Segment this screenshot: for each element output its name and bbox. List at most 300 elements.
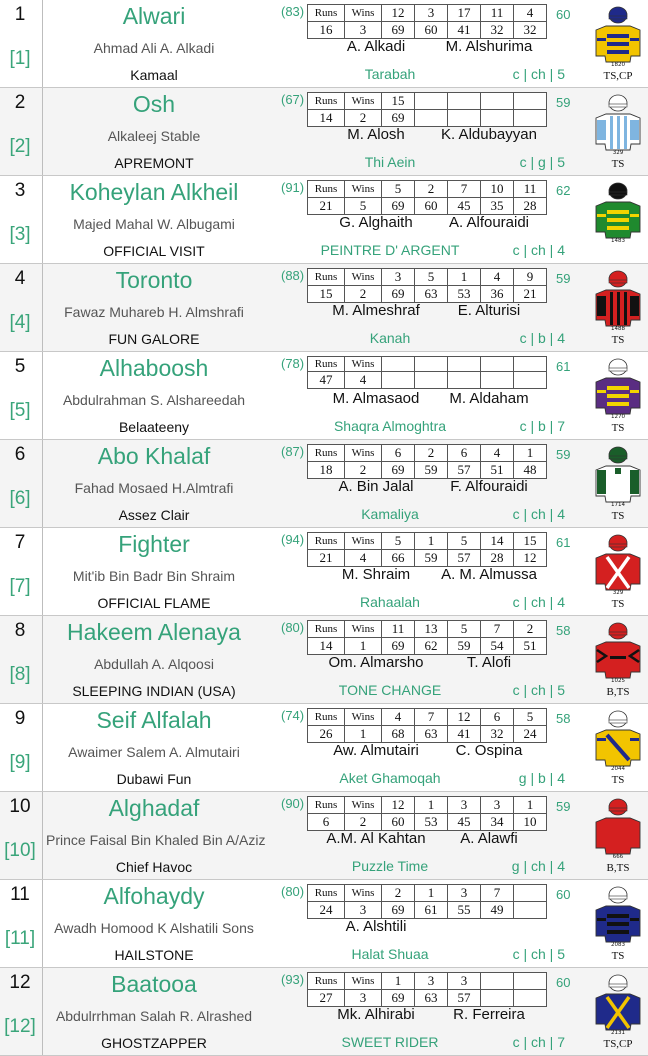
stat-cell: 61 xyxy=(415,902,448,919)
stat-cell: 7 xyxy=(448,181,481,198)
number-column xyxy=(0,0,43,87)
stat-cell: 3 xyxy=(481,797,514,814)
stat-cell: 5 xyxy=(448,621,481,638)
stat-cell: 10 xyxy=(514,814,547,831)
stat-cell: 32 xyxy=(481,726,514,743)
weight: 60 xyxy=(556,887,571,902)
horse-number: 12 xyxy=(9,972,31,993)
stat-cell: 15 xyxy=(308,286,345,303)
stat-cell: 1 xyxy=(382,973,415,990)
rating: (94) xyxy=(281,532,305,547)
stat-cell: 69 xyxy=(382,198,415,215)
stat-cell: 15 xyxy=(382,93,415,110)
number-column xyxy=(0,528,43,615)
runs-label: Runs xyxy=(308,621,345,638)
runs-label: Runs xyxy=(308,533,345,550)
owner-name: Fahad Mosaed H.Almtrafi xyxy=(74,480,234,496)
stat-cell: 5 xyxy=(415,269,448,286)
horse-row xyxy=(0,0,648,88)
stat-cell: 69 xyxy=(382,462,415,479)
horse-name[interactable]: Fighter xyxy=(118,531,190,557)
horse-row xyxy=(0,176,648,264)
rating: (91) xyxy=(281,180,305,195)
trainer-name: E. Alturisi xyxy=(457,302,521,319)
stat-cell: 63 xyxy=(415,990,448,1007)
stat-cell: 28 xyxy=(481,550,514,567)
wins-label: Wins xyxy=(345,621,382,638)
dam-name: Kanah xyxy=(369,330,411,346)
draw-number: [5] xyxy=(9,400,31,421)
stat-cell: 4 xyxy=(382,709,415,726)
rating: (88) xyxy=(281,268,305,283)
sire-name: Kamaal xyxy=(130,67,178,83)
stat-cell: 66 xyxy=(382,550,415,567)
form-row-top xyxy=(308,709,547,726)
rating: (90) xyxy=(281,796,305,811)
stat-cell xyxy=(415,110,448,127)
form-table xyxy=(307,620,547,655)
runs-label: Runs xyxy=(308,797,345,814)
equipment: TS xyxy=(611,950,625,962)
stat-cell: 24 xyxy=(514,726,547,743)
form-row-bottom xyxy=(308,990,547,1007)
stat-cell: 5 xyxy=(514,709,547,726)
stat-cell xyxy=(481,990,514,1007)
runs-label: Runs xyxy=(308,709,345,726)
stat-cell xyxy=(514,990,547,1007)
stat-cell: 12 xyxy=(514,550,547,567)
stat-cell xyxy=(481,372,514,389)
jockey-silks-icon xyxy=(594,356,642,422)
horse-name[interactable]: Alfohaydy xyxy=(103,883,205,909)
owner-name: Awadh Homood K Alshatili Sons xyxy=(54,920,254,936)
form-table xyxy=(307,180,547,215)
horse-name[interactable]: Alwari xyxy=(122,3,186,29)
number-column xyxy=(0,88,43,175)
stat-cell: 1 xyxy=(415,885,448,902)
sex-colour-age: c | ch | 5 xyxy=(512,946,565,962)
form-row-top xyxy=(308,5,547,22)
stat-cell: 27 xyxy=(308,990,345,1007)
stat-cell: 32 xyxy=(514,22,547,39)
stat-cell: 21 xyxy=(308,550,345,567)
owner-name: Mit'ib Bin Badr Bin Shraim xyxy=(72,568,236,584)
wins-label: Wins xyxy=(345,445,382,462)
jockey-silks-icon xyxy=(594,796,642,862)
dam-name: Rahaalah xyxy=(360,594,420,610)
draw-number: [3] xyxy=(9,224,31,245)
form-row-bottom xyxy=(308,726,547,743)
horse-number: 1 xyxy=(14,4,26,25)
svg-text:1483: 1483 xyxy=(611,238,625,244)
horse-row xyxy=(0,88,648,176)
form-row-top xyxy=(308,445,547,462)
stat-cell xyxy=(448,93,481,110)
stat-cell: 6 xyxy=(382,445,415,462)
form-row-bottom xyxy=(308,814,547,831)
form-row-top xyxy=(308,93,547,110)
stat-cell: 54 xyxy=(481,638,514,655)
stat-cell: 3 xyxy=(382,269,415,286)
stat-cell: 4 xyxy=(345,372,382,389)
stat-cell: 60 xyxy=(382,814,415,831)
horse-row xyxy=(0,264,648,352)
stat-cell: 57 xyxy=(448,462,481,479)
wins-label: Wins xyxy=(345,93,382,110)
stat-cell: 21 xyxy=(308,198,345,215)
stat-cell: 3 xyxy=(448,885,481,902)
owner-name: Abdullah A. Alqoosi xyxy=(94,656,214,672)
horse-row xyxy=(0,528,648,616)
owner-name: Prince Faisal Bin Khaled Bin A/Aziz xyxy=(46,832,266,848)
horse-row xyxy=(0,352,648,440)
stat-cell: 57 xyxy=(448,550,481,567)
horse-name[interactable]: Seif Alfalah xyxy=(96,707,212,733)
stat-cell: 2 xyxy=(345,462,382,479)
stat-cell: 7 xyxy=(481,621,514,638)
stat-cell xyxy=(514,110,547,127)
sex-colour-age: c | ch | 4 xyxy=(512,594,565,610)
horse-number: 11 xyxy=(10,884,30,905)
horse-name[interactable]: Osh xyxy=(132,91,176,117)
dam-name: Halat Shuaa xyxy=(351,946,429,962)
stat-cell: 24 xyxy=(308,902,345,919)
form-row-bottom xyxy=(308,550,547,567)
stat-cell: 69 xyxy=(382,22,415,39)
stat-cell: 51 xyxy=(514,638,547,655)
owner-name: Awaimer Salem A. Almutairi xyxy=(68,744,240,760)
svg-text:2083: 2083 xyxy=(611,942,625,948)
trainer-name: C. Ospina xyxy=(455,742,523,759)
jockey-name: M. Alosh xyxy=(347,126,405,143)
sex-colour-age: c | ch | 4 xyxy=(512,506,565,522)
stat-cell: 69 xyxy=(382,110,415,127)
stat-cell xyxy=(514,885,547,902)
form-table xyxy=(307,972,547,1007)
stat-cell: 10 xyxy=(481,181,514,198)
weight: 59 xyxy=(556,95,571,110)
stat-cell xyxy=(448,110,481,127)
equipment: B,TS xyxy=(606,862,630,874)
jockey-silks-icon xyxy=(594,972,642,1038)
stat-cell: 5 xyxy=(448,533,481,550)
rating: (83) xyxy=(281,4,305,19)
draw-number: [4] xyxy=(9,312,31,333)
stat-cell xyxy=(448,372,481,389)
dam-name: Tarabah xyxy=(364,66,416,82)
dam-name: Aket Ghamoqah xyxy=(339,770,441,786)
draw-number: [7] xyxy=(9,576,31,597)
horse-name[interactable]: Alhaboosh xyxy=(99,355,209,381)
stat-cell: 34 xyxy=(481,814,514,831)
form-row-bottom xyxy=(308,462,547,479)
stat-cell: 49 xyxy=(481,902,514,919)
rating: (80) xyxy=(281,620,305,635)
equipment: TS xyxy=(611,510,625,522)
sire-name: FUN GALORE xyxy=(108,331,200,347)
stat-cell: 1 xyxy=(448,269,481,286)
wins-label: Wins xyxy=(345,797,382,814)
svg-text:2131: 2131 xyxy=(611,1030,625,1036)
stat-cell: 60 xyxy=(415,198,448,215)
runs-label: Runs xyxy=(308,357,345,372)
horse-row xyxy=(0,968,648,1056)
jockey-silks-icon xyxy=(594,180,642,246)
svg-text:1820: 1820 xyxy=(611,62,625,68)
rating: (93) xyxy=(281,972,305,987)
stat-cell: 68 xyxy=(382,726,415,743)
stat-cell: 3 xyxy=(448,797,481,814)
dam-name: PEINTRE D' ARGENT xyxy=(320,242,460,258)
stat-cell: 1 xyxy=(514,445,547,462)
wins-label: Wins xyxy=(345,357,382,372)
dam-name: TONE CHANGE xyxy=(338,682,442,698)
stat-cell: 45 xyxy=(448,198,481,215)
number-column xyxy=(0,704,43,791)
stat-cell xyxy=(481,110,514,127)
runs-label: Runs xyxy=(308,93,345,110)
stat-cell: 12 xyxy=(382,797,415,814)
sex-colour-age: c | ch | 5 xyxy=(512,682,565,698)
horse-row xyxy=(0,440,648,528)
wins-label: Wins xyxy=(345,181,382,198)
horse-name[interactable]: Toronto xyxy=(115,267,193,293)
weight: 58 xyxy=(556,711,571,726)
dam-name: Thi Aein xyxy=(364,154,416,170)
dam-name: Puzzle Time xyxy=(351,858,429,874)
stat-cell xyxy=(481,93,514,110)
horse-number: 10 xyxy=(9,796,31,817)
svg-text:1714: 1714 xyxy=(611,502,625,508)
horse-number: 8 xyxy=(14,620,26,641)
stat-cell: 2 xyxy=(345,110,382,127)
horse-name[interactable]: Koheylan Alkheil xyxy=(69,179,239,205)
stat-cell: 5 xyxy=(382,533,415,550)
jockey-name: Om. Almarsho xyxy=(328,654,424,671)
stat-cell: 11 xyxy=(481,5,514,22)
runs-label: Runs xyxy=(308,973,345,990)
draw-number: [12] xyxy=(4,1016,36,1037)
trainer-name: A. M. Almussa xyxy=(441,566,537,583)
stat-cell: 45 xyxy=(448,814,481,831)
stat-cell: 41 xyxy=(448,22,481,39)
jockey-name: M. Almeshraf xyxy=(332,302,420,319)
form-row-top xyxy=(308,357,547,372)
stat-cell: 1 xyxy=(345,638,382,655)
owner-name: Majed Mahal W. Albugami xyxy=(73,216,235,232)
stat-cell xyxy=(382,357,415,372)
number-column xyxy=(0,880,43,967)
jockey-name: Mk. Alhirabi xyxy=(337,1006,415,1023)
jockey-silks-icon xyxy=(594,268,642,334)
owner-name: Fawaz Muhareb H. Almshrafi xyxy=(64,304,244,320)
stat-cell: 15 xyxy=(514,533,547,550)
form-table xyxy=(307,532,547,567)
number-column xyxy=(0,264,43,351)
stat-cell: 3 xyxy=(345,902,382,919)
sex-colour-age: c | ch | 5 xyxy=(512,66,565,82)
stat-cell: 2 xyxy=(415,181,448,198)
jockey-name: Aw. Almutairi xyxy=(333,742,419,759)
stat-cell: 11 xyxy=(382,621,415,638)
stat-cell: 2 xyxy=(514,621,547,638)
form-table xyxy=(307,708,547,743)
sire-name: Chief Havoc xyxy=(115,859,193,875)
stat-cell: 59 xyxy=(415,550,448,567)
horse-number: 2 xyxy=(14,92,26,113)
svg-text:329: 329 xyxy=(612,590,624,596)
runs-label: Runs xyxy=(308,445,345,462)
weight: 59 xyxy=(556,799,571,814)
dam-name: Shaqra Almoghtra xyxy=(333,418,447,434)
sire-name: APREMONT xyxy=(114,155,194,171)
draw-number: [6] xyxy=(9,488,31,509)
number-column xyxy=(0,792,43,879)
stat-cell: 14 xyxy=(308,110,345,127)
trainer-name: M. Alshurima xyxy=(445,38,533,55)
horse-name[interactable]: Alghadaf xyxy=(108,795,200,821)
svg-text:329: 329 xyxy=(612,150,624,156)
owner-name: Abdulrahman S. Alshareedah xyxy=(62,392,246,408)
jockey-silks-icon xyxy=(594,4,642,70)
horse-name[interactable]: Baatooa xyxy=(111,971,197,997)
number-column xyxy=(0,616,43,703)
horse-row xyxy=(0,880,648,968)
number-column xyxy=(0,352,43,439)
equipment: TS xyxy=(611,158,625,170)
runs-label: Runs xyxy=(308,181,345,198)
stat-cell: 35 xyxy=(481,198,514,215)
equipment: B,TS xyxy=(606,686,630,698)
form-row-top xyxy=(308,181,547,198)
horse-row xyxy=(0,792,648,880)
stat-cell: 12 xyxy=(382,5,415,22)
sire-name: GHOSTZAPPER xyxy=(101,1035,207,1051)
horse-number: 3 xyxy=(14,180,26,201)
stat-cell: 1 xyxy=(345,726,382,743)
weight: 59 xyxy=(556,447,571,462)
owner-name: Abdulrrhman Salah R. Alrashed xyxy=(55,1008,253,1024)
stat-cell: 6 xyxy=(481,709,514,726)
sire-name: HAILSTONE xyxy=(114,947,194,963)
weight: 59 xyxy=(556,271,571,286)
weight: 60 xyxy=(556,7,571,22)
stat-cell: 28 xyxy=(514,198,547,215)
stat-cell: 14 xyxy=(481,533,514,550)
sex-colour-age: g | ch | 4 xyxy=(511,858,565,874)
sex-colour-age: g | b | 4 xyxy=(518,770,565,786)
owner-name: Alkaleej Stable xyxy=(107,128,201,144)
sex-colour-age: c | ch | 7 xyxy=(512,1034,565,1050)
horse-row xyxy=(0,704,648,792)
stat-cell: 17 xyxy=(448,5,481,22)
jockey-name: G. Alghaith xyxy=(339,214,413,231)
trainer-name: F. Alfouraidi xyxy=(450,478,528,495)
stat-cell: 9 xyxy=(514,269,547,286)
stat-cell: 11 xyxy=(514,181,547,198)
stat-cell: 3 xyxy=(345,990,382,1007)
jockey-silks-icon xyxy=(594,444,642,510)
sire-name: Dubawi Fun xyxy=(116,771,192,787)
draw-number: [9] xyxy=(9,752,31,773)
sex-colour-age: c | g | 5 xyxy=(519,154,565,170)
horse-number: 5 xyxy=(14,356,26,377)
sire-name: OFFICIAL VISIT xyxy=(103,243,205,259)
stat-cell xyxy=(481,973,514,990)
horse-number: 7 xyxy=(14,532,26,553)
stat-cell xyxy=(415,357,448,372)
stat-cell: 13 xyxy=(415,621,448,638)
stat-cell: 53 xyxy=(415,814,448,831)
number-column xyxy=(0,440,43,527)
horse-name[interactable]: Hakeem Alenaya xyxy=(67,619,241,645)
stat-cell: 69 xyxy=(382,638,415,655)
stat-cell: 62 xyxy=(415,638,448,655)
rating: (78) xyxy=(281,356,305,371)
draw-number: [11] xyxy=(4,928,36,949)
stat-cell: 16 xyxy=(308,22,345,39)
stat-cell: 1 xyxy=(415,533,448,550)
form-table xyxy=(307,268,547,303)
stat-cell: 3 xyxy=(448,973,481,990)
svg-text:666: 666 xyxy=(612,854,624,860)
stat-cell: 51 xyxy=(481,462,514,479)
stat-cell: 4 xyxy=(345,550,382,567)
horse-number: 6 xyxy=(14,444,26,465)
form-row-top xyxy=(308,621,547,638)
weight: 58 xyxy=(556,623,571,638)
horse-name[interactable]: Abo Khalaf xyxy=(97,443,211,469)
stat-cell xyxy=(514,93,547,110)
equipment: TS xyxy=(611,422,625,434)
wins-label: Wins xyxy=(345,709,382,726)
equipment: TS,CP xyxy=(603,1038,633,1050)
stat-cell: 63 xyxy=(415,726,448,743)
stat-cell: 32 xyxy=(481,22,514,39)
stat-cell: 60 xyxy=(415,22,448,39)
stat-cell: 1 xyxy=(415,797,448,814)
stat-cell: 2 xyxy=(415,445,448,462)
wins-label: Wins xyxy=(345,269,382,286)
svg-text:1488: 1488 xyxy=(611,326,625,332)
stat-cell: 12 xyxy=(448,709,481,726)
stat-cell: 3 xyxy=(415,5,448,22)
equipment: TS xyxy=(611,598,625,610)
stat-cell: 2 xyxy=(345,286,382,303)
stat-cell: 69 xyxy=(382,902,415,919)
stat-cell: 2 xyxy=(382,885,415,902)
jockey-name: A. Alkadi xyxy=(346,38,406,55)
stat-cell: 69 xyxy=(382,990,415,1007)
sex-colour-age: c | b | 4 xyxy=(519,330,565,346)
dam-name: SWEET RIDER xyxy=(341,1034,439,1050)
form-row-top xyxy=(308,533,547,550)
stat-cell: 55 xyxy=(448,902,481,919)
stat-cell: 63 xyxy=(415,286,448,303)
stat-cell: 4 xyxy=(481,445,514,462)
jockey-name: A.M. Al Kahtan xyxy=(326,830,426,847)
rating: (87) xyxy=(281,444,305,459)
form-row-bottom xyxy=(308,22,547,39)
draw-number: [2] xyxy=(9,136,31,157)
form-table xyxy=(307,884,547,919)
jockey-name: M. Shraim xyxy=(341,566,411,583)
stat-cell: 69 xyxy=(382,286,415,303)
weight: 61 xyxy=(556,359,571,374)
stat-cell: 14 xyxy=(308,638,345,655)
form-row-bottom xyxy=(308,638,547,655)
form-table xyxy=(307,4,547,39)
